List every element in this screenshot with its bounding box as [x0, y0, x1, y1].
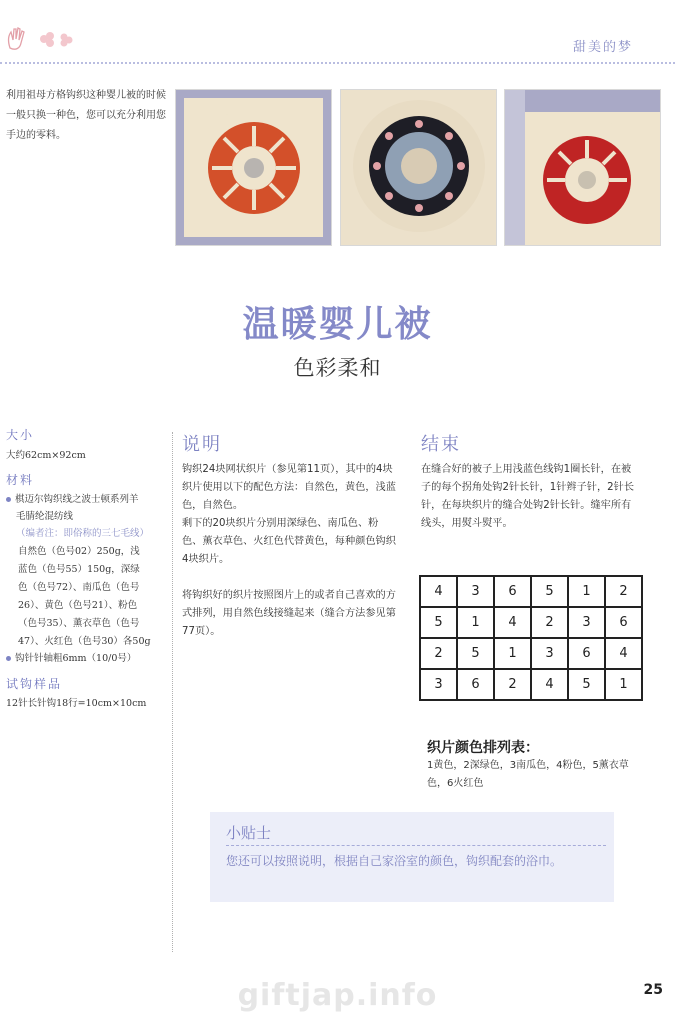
column-divider	[172, 432, 173, 952]
grid-cell: 6	[568, 638, 605, 669]
tip-divider	[226, 845, 606, 846]
grid-cell: 4	[605, 638, 642, 669]
arrangement-table	[419, 575, 643, 701]
page-title: 温暖婴儿被	[242, 304, 433, 345]
materials-heading: 材料	[6, 473, 35, 487]
instructions-heading: 说明	[182, 434, 222, 455]
grid-cell: 1	[494, 638, 531, 669]
bullet-icon	[6, 497, 11, 502]
tip-title: 小贴士	[226, 824, 272, 842]
color-line: 自然色（色号02）250g，浅	[18, 546, 140, 557]
instructions-body	[182, 461, 398, 641]
grid-cell: 2	[531, 607, 568, 638]
hook-size: 钩针针轴粗6mm（10/0号）	[15, 653, 137, 664]
grid-row	[420, 669, 642, 700]
finishing-body: 在缝合好的被子上用浅蓝色线钩1圈长针，在被子的每个拐角处钩2针长针，1针辫子针，2针长针，在每块织片的缝合处钩2针长针。缝牢所有线头，用熨斗熨平。	[421, 464, 635, 529]
grid-cell: 5	[568, 669, 605, 700]
color-line: 色（色号72）、南瓜色（色号	[18, 582, 140, 593]
finishing-heading: 结束	[421, 434, 461, 455]
color-line: （色号35）、薰衣草色（色号	[18, 618, 140, 629]
bullet-icon	[6, 656, 11, 661]
color-list	[18, 543, 168, 651]
color-line: 蓝色（色号55）150g，深绿	[18, 564, 140, 575]
grid-cell: 1	[568, 576, 605, 607]
page-number: 25	[643, 982, 663, 998]
grid-cell: 4	[420, 576, 457, 607]
yarn-item	[6, 491, 168, 542]
grid-cell: 6	[457, 669, 494, 700]
grid-row	[420, 638, 642, 669]
arrangement-grid	[419, 575, 643, 701]
grid-cell: 5	[457, 638, 494, 669]
photo-orange-square	[175, 89, 332, 246]
photo-red-square	[504, 89, 661, 246]
legend-title: 织片颜色排列表：	[427, 740, 539, 756]
grid-row	[420, 576, 642, 607]
editor-note: （编者注：即俗称的三七毛线）	[16, 528, 150, 539]
size-value: 大约62cm×92cm	[6, 450, 86, 461]
size-heading: 大小	[6, 428, 35, 442]
grid-cell: 4	[531, 669, 568, 700]
grid-cell: 6	[605, 607, 642, 638]
instructions-para-2: 剩下的20块织片分别用深绿色、南瓜色、粉色、薰衣草色、火红色代替黄色，每种颜色钩织4块织片。	[182, 518, 396, 565]
color-line: 26）、黄色（色号21）、粉色	[18, 600, 138, 611]
grid-cell: 2	[605, 576, 642, 607]
grid-cell: 1	[605, 669, 642, 700]
grid-cell: 6	[494, 576, 531, 607]
grid-cell: 2	[494, 669, 531, 700]
grid-cell: 2	[420, 638, 457, 669]
gauge-heading: 试钩样品	[6, 677, 63, 691]
section-title: 甜美的梦	[572, 40, 633, 55]
legend-text: 1黄色，2深绿色，3南瓜色，4粉色，5薰衣草色，6火红色	[427, 760, 629, 789]
yarn-line-1: 棋迈尔钩织线之波士顿系列羊	[15, 494, 139, 505]
grid-cell: 5	[420, 607, 457, 638]
grid-cell: 5	[531, 576, 568, 607]
grid-cell: 3	[568, 607, 605, 638]
grid-cell: 3	[457, 576, 494, 607]
watermark: giftjap.info	[237, 978, 438, 1013]
gauge-value: 12针长针钩18行=10cm×10cm	[6, 698, 147, 709]
hand-flower-icon	[4, 26, 76, 54]
instructions-para-1: 钩织24块网状织片（参见第11页），其中的4块织片使用以下的配色方法：自然色，黄色，浅蓝色，自然色。	[182, 464, 396, 511]
instructions-para-3: 将钩织好的织片按照图片上的或者自己喜欢的方式排列，用自然色线接缝起来（缝合方法参见第77页）。	[182, 590, 396, 637]
tip-text: 您还可以按照说明，根据自己家浴室的颜色，钩织配套的浴巾。	[226, 854, 563, 868]
grid-cell: 4	[494, 607, 531, 638]
color-line: 47）、火红色（色号30）各50g	[18, 636, 151, 647]
hook-item	[6, 650, 136, 664]
intro-text: 利用祖母方格钩织这种婴儿被的时候一般只换一种色，您可以充分利用您手边的零料。	[6, 90, 166, 141]
page-subtitle: 色彩柔和	[293, 356, 382, 380]
grid-cell: 3	[531, 638, 568, 669]
grid-row	[420, 607, 642, 638]
header-divider	[0, 62, 675, 64]
yarn-line-2: 毛腈纶混纺线	[16, 511, 74, 522]
grid-cell: 3	[420, 669, 457, 700]
grid-cell: 1	[457, 607, 494, 638]
photo-black-square	[340, 89, 497, 246]
